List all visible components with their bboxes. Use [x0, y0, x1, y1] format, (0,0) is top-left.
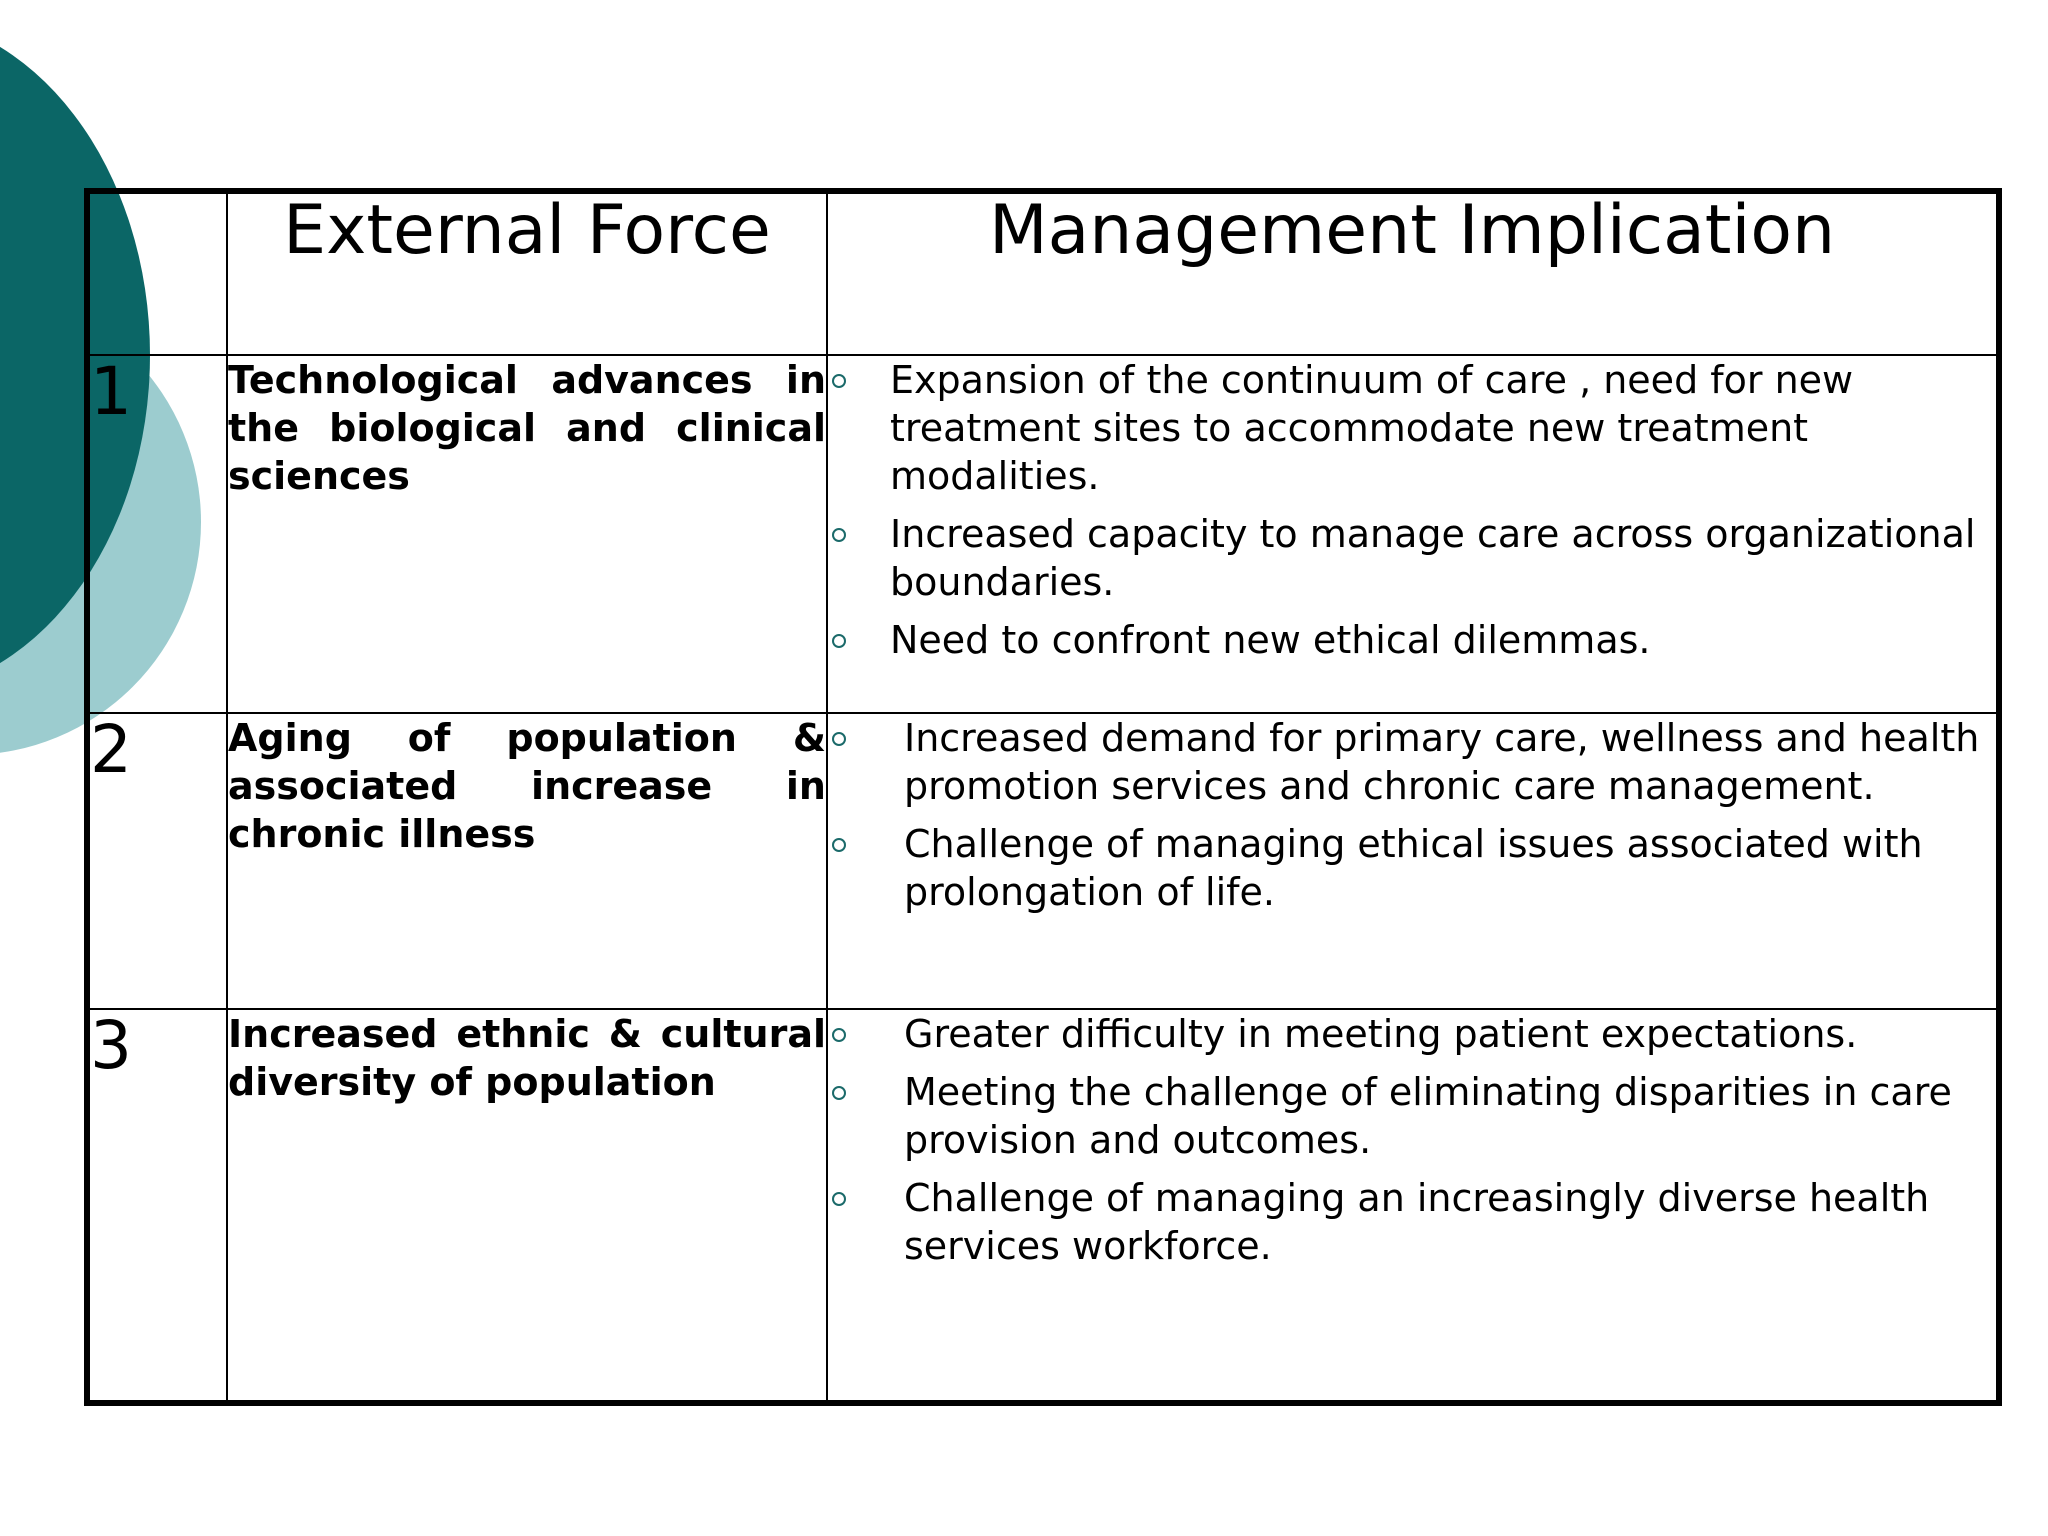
force-cell: [227, 713, 827, 1009]
force-text: Aging of population & associated increase in chronic illness: [228, 716, 826, 856]
header-number: [87, 191, 227, 355]
implication-list: [828, 714, 1996, 916]
list-item: [828, 510, 1996, 606]
implication-cell: [827, 1009, 1999, 1403]
implication-cell: [827, 355, 1999, 713]
row-number: 3: [87, 1009, 227, 1403]
force-cell: [227, 355, 827, 713]
implication-text: Greater difficulty in meeting patient expectations.: [904, 1012, 1858, 1056]
list-item: [828, 616, 1996, 664]
hollow-circle-bullet-icon: [832, 374, 846, 388]
list-item: [828, 356, 1996, 500]
list-item: [828, 1068, 1996, 1164]
force-text: Increased ethnic & cultural diversity of population: [228, 1012, 826, 1104]
external-forces-table: [84, 188, 2002, 1406]
table-header-row: [87, 191, 1999, 355]
hollow-circle-bullet-icon: [832, 528, 846, 542]
implication-text: Meeting the challenge of eliminating disparities in care provision and outcomes.: [904, 1070, 1952, 1162]
implication-text: Challenge of managing an increasingly diverse health services workforce.: [904, 1176, 1930, 1268]
list-item: [828, 1174, 1996, 1270]
implication-cell: [827, 713, 1999, 1009]
implication-list: [828, 1010, 1996, 1270]
table-row: [87, 713, 1999, 1009]
implication-text: Increased demand for primary care, wellness and health promotion services and chronic care management.: [904, 716, 1980, 808]
force-text: Technological advances in the biological and clinical sciences: [228, 358, 826, 498]
implication-text: Increased capacity to manage care across organizational boundaries.: [890, 512, 1976, 604]
list-item: [828, 1010, 1996, 1058]
implication-text: Need to confront new ethical dilemmas.: [890, 618, 1651, 662]
hollow-circle-bullet-icon: [832, 634, 846, 648]
hollow-circle-bullet-icon: [832, 1086, 846, 1100]
table-row: [87, 1009, 1999, 1403]
implication-text: Expansion of the continuum of care , need for new treatment sites to accommodate new treatment modalities.: [890, 358, 1854, 498]
hollow-circle-bullet-icon: [832, 838, 846, 852]
hollow-circle-bullet-icon: [832, 1192, 846, 1206]
hollow-circle-bullet-icon: [832, 732, 846, 746]
header-external-force: External Force: [227, 191, 827, 355]
hollow-circle-bullet-icon: [832, 1028, 846, 1042]
implication-list: [828, 356, 1996, 664]
row-number: 2: [87, 713, 227, 1009]
force-cell: [227, 1009, 827, 1403]
implication-text: Challenge of managing ethical issues associated with prolongation of life.: [904, 822, 1923, 914]
table-row: [87, 355, 1999, 713]
list-item: [828, 820, 1996, 916]
row-number: 1: [87, 355, 227, 713]
list-item: [828, 714, 1996, 810]
header-management-implication: Management Implication: [827, 191, 1999, 355]
